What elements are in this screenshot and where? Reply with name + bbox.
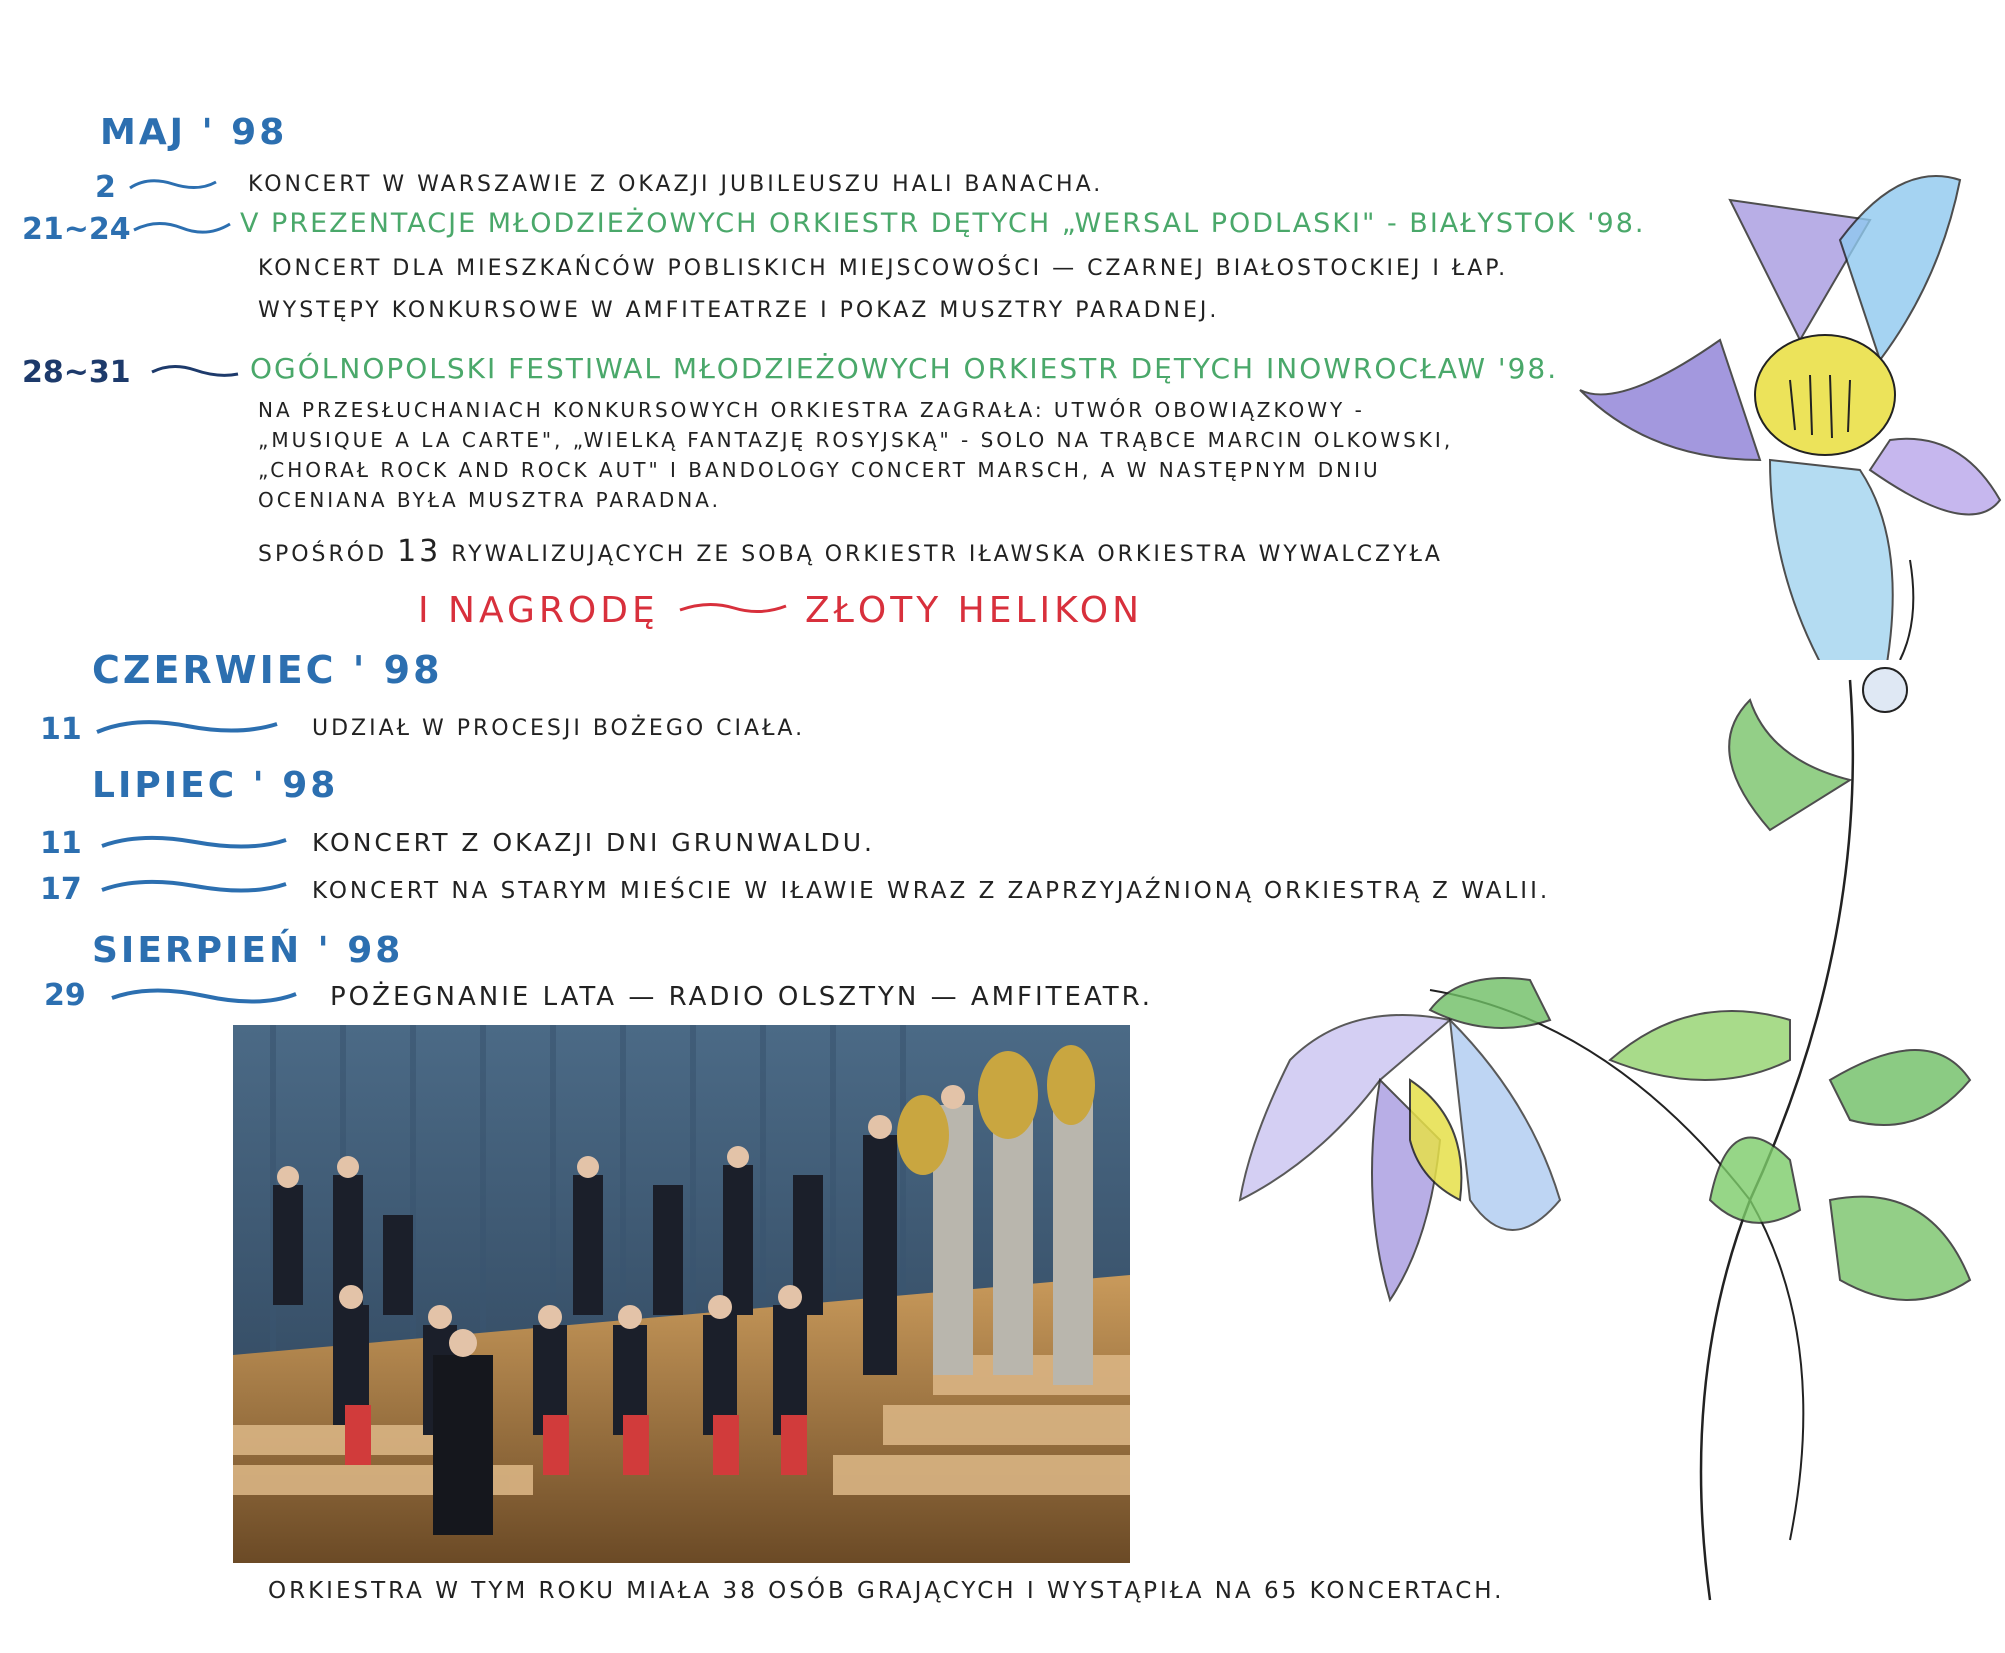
result-line xyxy=(258,534,1443,569)
month-heading-august: SIERPIEŃ ' 98 xyxy=(92,930,404,971)
result-prefix: SPOŚRÓD xyxy=(258,542,388,567)
award-place: I NAGRODĘ xyxy=(418,590,659,631)
entry-day: 28~31 xyxy=(22,355,131,390)
dash-line xyxy=(132,212,232,242)
entry-day: 2 xyxy=(95,170,116,205)
result-number: 13 xyxy=(397,534,442,569)
entry-text: V PREZENTACJE MŁODZIEŻOWYCH ORKIESTR DĘTYCH „WERSAL PODLASKI" - BIAŁYSTOK '98. xyxy=(240,208,1646,239)
festival-detail-line: OCENIANA BYŁA MUSZTRA PARADNA. xyxy=(258,488,721,512)
dash-line xyxy=(100,872,290,902)
festival-detail-line: „MUSIQUE A LA CARTE", „WIELKĄ FANTAZJĘ ROSYJSKĄ" - SOLO NA TRĄBCE MARCIN OLKOWSKI, xyxy=(258,428,1454,452)
festival-detail-line: NA PRZESŁUCHANIACH KONKURSOWYCH ORKIESTRA ZAGRAŁA: UTWÓR OBOWIĄZKOWY - xyxy=(258,398,1365,422)
entry-text: OGÓLNOPOLSKI FESTIWAL MŁODZIEŻOWYCH ORKIESTR DĘTYCH INOWROCŁAW '98. xyxy=(250,352,1559,385)
entry-day: 11 xyxy=(40,826,82,861)
month-heading-june: CZERWIEC ' 98 xyxy=(92,648,443,692)
entry-text: KONCERT DLA MIESZKAŃCÓW POBLISKICH MIEJSCOWOŚCI — CZARNEJ BIAŁOSTOCKIEJ I ŁAP. xyxy=(258,256,1509,281)
entry-text: KONCERT NA STARYM MIEŚCIE W IŁAWIE WRAZ Z ZAPRZYJAŹNIONĄ ORKIESTRĄ Z WALII. xyxy=(312,878,1551,904)
orchestra-photo xyxy=(233,1025,1130,1563)
dash-line xyxy=(110,980,300,1010)
month-heading-july: LIPIEC ' 98 xyxy=(92,765,339,806)
dash-line xyxy=(100,828,290,858)
photo-caption: ORKIESTRA W TYM ROKU MIAŁA 38 OSÓB GRAJĄCYCH I WYSTĄPIŁA NA 65 KONCERTACH. xyxy=(268,1578,1505,1604)
festival-detail-line: „CHORAŁ ROCK AND ROCK AUT" I BANDOLOGY CONCERT MARSCH, A W NASTĘPNYM DNIU xyxy=(258,458,1381,482)
dash-line xyxy=(128,170,218,200)
entry-day: 17 xyxy=(40,872,82,907)
entry-day: 11 xyxy=(40,712,82,747)
flower-illustration-top xyxy=(1540,140,2005,660)
dash-line xyxy=(95,712,280,742)
entry-text: KONCERT Z OKAZJI DNI GRUNWALDU. xyxy=(312,828,875,857)
entry-text: POŻEGNANIE LATA — RADIO OLSZTYN — AMFITEATR. xyxy=(330,982,1154,1012)
dash-line xyxy=(150,356,240,386)
entry-day: 21~24 xyxy=(22,212,131,247)
flower-illustration-bottom xyxy=(1230,640,2005,1650)
result-suffix: RYWALIZUJĄCYCH ZE SOBĄ ORKIESTR IŁAWSKA ORKIESTRA WYWALCZYŁA xyxy=(451,542,1443,567)
award-dash xyxy=(678,596,790,620)
entry-text: WYSTĘPY KONKURSOWE W AMFITEATRZE I POKAZ MUSZTRY PARADNEJ. xyxy=(258,298,1220,323)
entry-day: 29 xyxy=(44,978,86,1013)
entry-text: KONCERT W WARSZAWIE Z OKAZJI JUBILEUSZU HALI BANACHA. xyxy=(248,172,1104,197)
entry-text: UDZIAŁ W PROCESJI BOŻEGO CIAŁA. xyxy=(312,716,806,741)
award-name: ZŁOTY HELIKON xyxy=(805,590,1144,631)
month-heading-may: MAJ ' 98 xyxy=(100,112,288,153)
